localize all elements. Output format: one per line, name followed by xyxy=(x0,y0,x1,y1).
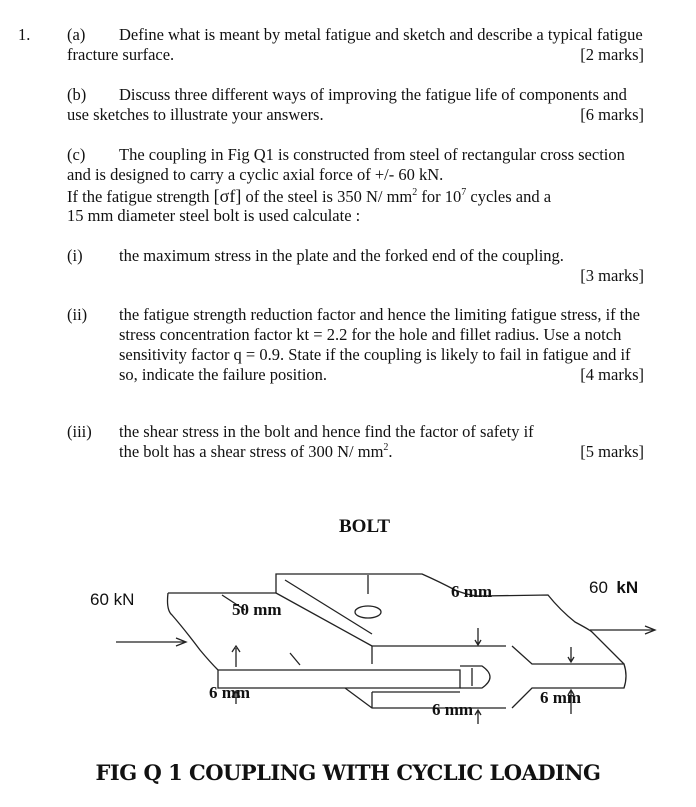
superscript: 2 xyxy=(412,187,418,198)
part-ii-text-3: sensitivity factor q = 0.9. State if the coupling is likely to fail in fatigue and if xyxy=(119,345,631,364)
part-ii-text-4: so, indicate the failure position. xyxy=(119,365,328,384)
text: for 10 xyxy=(417,187,462,206)
part-c-label: (c) xyxy=(67,145,86,164)
upper-fork xyxy=(276,574,624,664)
text: . xyxy=(388,442,393,461)
part-iii-marks: [5 marks] xyxy=(580,442,644,461)
text: cycles and a xyxy=(466,187,552,206)
part-i-marks: [3 marks] xyxy=(580,266,644,285)
force-left-label xyxy=(90,590,134,610)
width-label: 50 mm xyxy=(232,600,282,619)
part-i-label: (i) xyxy=(67,246,83,265)
question-number: 1. xyxy=(18,25,31,44)
lower-fork xyxy=(345,688,506,708)
text: the bolt has a shear stress of 300 N/ mm xyxy=(119,442,384,461)
force-right-value: 60 xyxy=(589,578,608,597)
part-b-text-2: use sketches to illustrate your answers. xyxy=(67,105,324,124)
part-a-marks: [2 marks] xyxy=(580,45,644,64)
part-i-text: the maximum stress in the plate and the forked end of the coupling. xyxy=(119,246,564,265)
part-c-text-4: 15 mm diameter steel bolt is used calculate : xyxy=(67,206,361,225)
fork-top-thickness-label: 6 mm xyxy=(451,582,493,601)
part-c-text: The coupling in Fig Q1 is constructed from steel of rectangular cross section xyxy=(119,145,625,164)
force-right-unit: kN xyxy=(616,578,639,597)
part-ii-text-2: stress concentration factor kt = 2.2 for the hole and fillet radius. Use a notch xyxy=(119,325,622,344)
dim-arrow xyxy=(568,647,574,662)
force-right-label xyxy=(589,578,638,598)
part-a-text-2: fracture surface. xyxy=(67,45,175,64)
part-ii-text: the fatigue strength reduction factor and hence the limiting fatigue stress, if the xyxy=(119,305,640,324)
part-ii-label: (ii) xyxy=(67,305,88,324)
part-b-marks: [6 marks] xyxy=(580,105,644,124)
part-c-text-2: and is designed to carry a cyclic axial force of +/- 60 kN. xyxy=(67,165,444,184)
part-a-label: (a) xyxy=(67,25,86,44)
part-iii-text: the shear stress in the bolt and hence find the factor of safety if xyxy=(119,422,534,441)
text: of the steel is 350 N/ mm xyxy=(241,187,413,206)
figure-caption: FIG Q 1 COUPLING WITH CYCLIC LOADING xyxy=(95,760,601,785)
bolt-hole xyxy=(355,606,381,618)
left-plate xyxy=(168,593,461,688)
part-b-label: (b) xyxy=(67,85,87,104)
part-ii-marks: [4 marks] xyxy=(580,365,644,384)
bolt-label: BOLT xyxy=(339,516,391,537)
part-iii-label: (iii) xyxy=(67,422,92,441)
force-left-value: 60 kN xyxy=(90,590,135,609)
dim-arrow xyxy=(475,628,481,645)
text: If the fatigue strength xyxy=(67,187,214,206)
part-a-text: Define what is meant by metal fatigue and sketch and describe a typical fatigue xyxy=(119,25,643,44)
dim-arrow xyxy=(475,710,481,724)
sigma-symbol: [σf] xyxy=(213,186,242,206)
left-plate-diagonal xyxy=(276,593,372,646)
part-b-text: Discuss three different ways of improving the fatigue life of components and xyxy=(119,85,627,104)
upper-fork-front xyxy=(372,646,506,664)
fork-bottom-thickness-label: 6 mm xyxy=(432,700,474,719)
plate-thickness-label: 6 mm xyxy=(209,683,251,702)
superscript: 7 xyxy=(461,187,467,198)
superscript: 2 xyxy=(383,442,389,453)
bolt-end xyxy=(460,666,490,688)
right-thickness-label: 6 mm xyxy=(540,688,582,707)
dim-arrow xyxy=(232,646,240,667)
